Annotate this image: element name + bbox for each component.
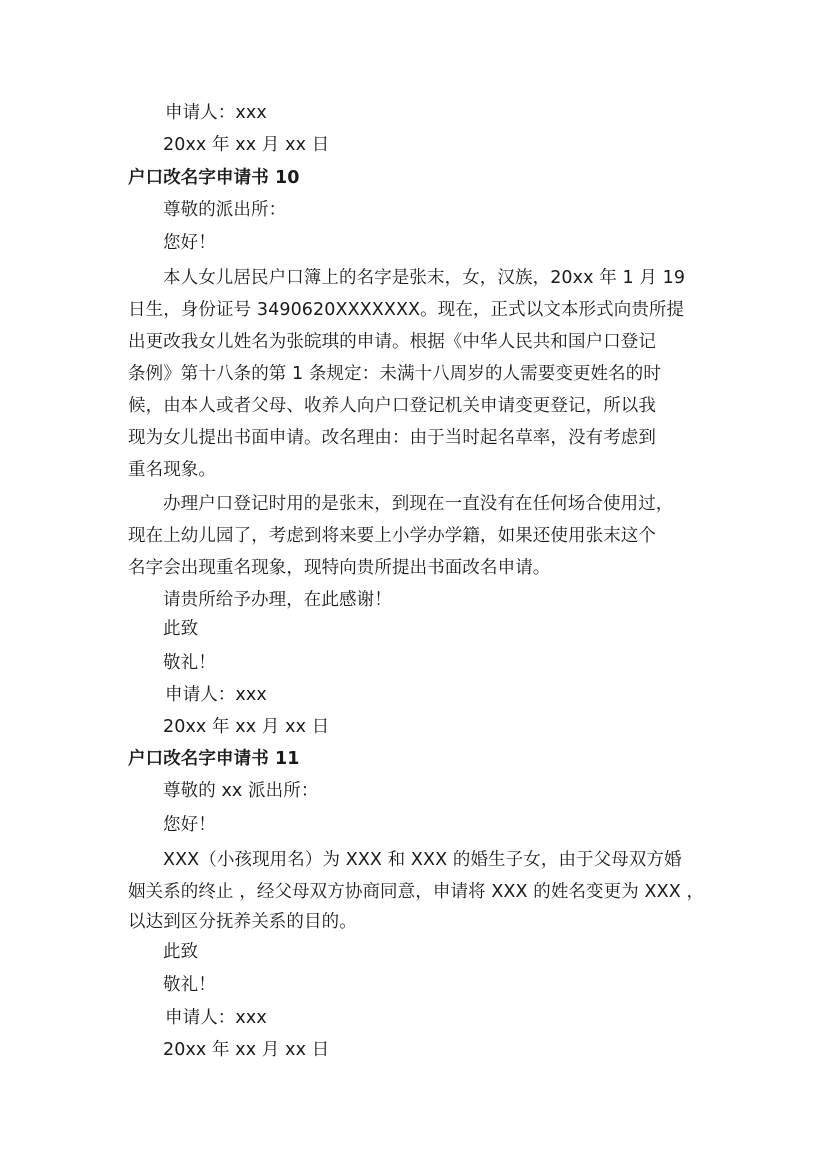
closing-line: 敬礼！ bbox=[163, 975, 216, 995]
paragraph-line: 候，由本人或者父母、收养人向户口登记机关申请变更登记，所以我 bbox=[128, 396, 656, 416]
paragraph-line: 姻关系的终止 ，经父母双方协商同意，申请将 XXX 的姓名变更为 XXX ， bbox=[128, 882, 705, 902]
paragraph-line: 出更改我女儿姓名为张皖琪的申请。根据《中华人民共和国户口登记 bbox=[128, 332, 656, 352]
paragraph-line: 日生，身份证号 3490620XXXXXXX。现在，正式以文本形式向贵所提 bbox=[128, 300, 685, 320]
section-title: 户口改名字申请书 11 bbox=[128, 749, 300, 769]
salutation: 尊敬的 xx 派出所： bbox=[163, 781, 319, 801]
date-line: 20xx 年 xx 月 xx 日 bbox=[163, 717, 330, 737]
closing-line: 此致 bbox=[163, 619, 199, 639]
paragraph-line: 重名现象。 bbox=[128, 460, 216, 480]
request-line: 请贵所给予办理，在此感谢！ bbox=[163, 590, 392, 610]
greeting: 您好！ bbox=[163, 815, 216, 835]
paragraph-line: 以达到区分抚养关系的目的。 bbox=[128, 912, 357, 932]
signature-line: 申请人：xxx bbox=[165, 1008, 267, 1028]
signature-line: 申请人：xxx bbox=[165, 685, 267, 705]
paragraph-line: 现为女儿提出书面申请。改名理由：由于当时起名草率，没有考虑到 bbox=[128, 428, 656, 448]
paragraph-line: XXX（小孩现用名）为 XXX 和 XXX 的婚生子女，由于父母双方婚 bbox=[163, 850, 682, 870]
date-line: 20xx 年 xx 月 xx 日 bbox=[163, 1040, 330, 1060]
greeting: 您好！ bbox=[163, 233, 216, 253]
paragraph-line: 现在上幼儿园了，考虑到将来要上小学办学籍，如果还使用张末这个 bbox=[128, 526, 656, 546]
signature-line: 申请人：xxx bbox=[165, 103, 267, 123]
closing-line: 敬礼！ bbox=[163, 653, 216, 673]
date-line: 20xx 年 xx 月 xx 日 bbox=[163, 135, 330, 155]
section-title: 户口改名字申请书 10 bbox=[128, 168, 300, 188]
paragraph-line: 条例》第十八条的第 1 条规定：未满十八周岁的人需要变更姓名的时 bbox=[128, 364, 661, 384]
closing-line: 此致 bbox=[163, 942, 199, 962]
salutation: 尊敬的派出所： bbox=[163, 200, 287, 220]
paragraph-line: 名字会出现重名现象，现特向贵所提出书面改名申请。 bbox=[128, 558, 551, 578]
paragraph-line: 本人女儿居民户口簿上的名字是张末，女，汉族，20xx 年 1 月 19 bbox=[163, 268, 686, 288]
paragraph-line: 办理户口登记时用的是张末，到现在一直没有在任何场合使用过， bbox=[163, 494, 674, 514]
